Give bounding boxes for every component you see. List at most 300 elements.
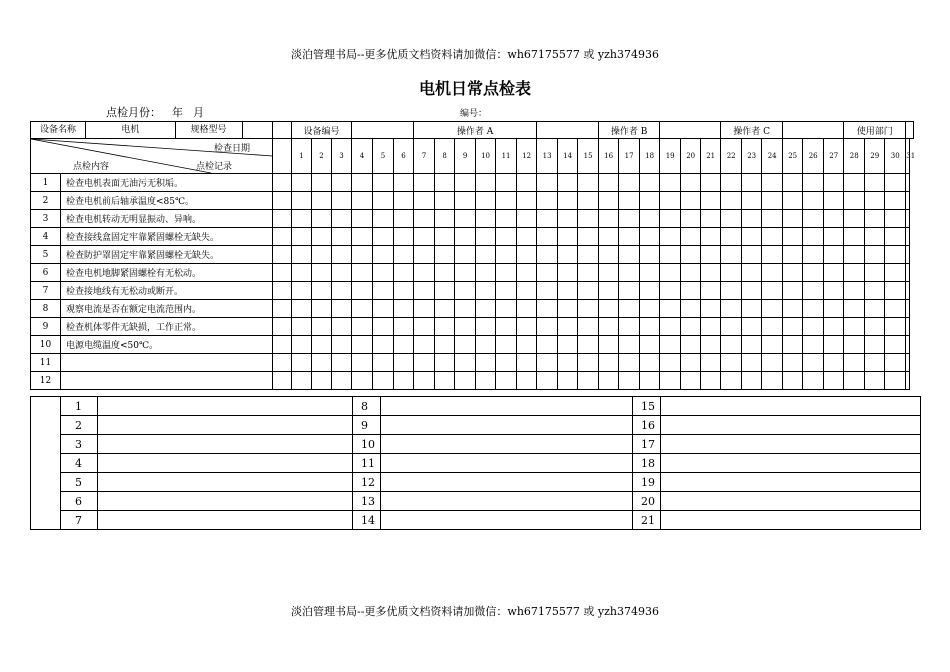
check-cell[interactable] <box>865 264 885 282</box>
check-cell[interactable] <box>373 300 394 318</box>
check-cell[interactable] <box>803 210 824 228</box>
check-cell[interactable] <box>292 336 312 354</box>
check-cell[interactable] <box>844 246 865 264</box>
check-cell[interactable] <box>455 264 476 282</box>
check-cell[interactable] <box>762 354 783 372</box>
check-cell[interactable] <box>701 174 721 192</box>
check-cell[interactable] <box>292 210 312 228</box>
check-cell[interactable] <box>640 246 660 264</box>
check-cell[interactable] <box>640 264 660 282</box>
check-cell[interactable] <box>476 192 496 210</box>
check-cell[interactable] <box>537 354 558 372</box>
note-field[interactable] <box>381 435 633 454</box>
check-cell[interactable] <box>844 210 865 228</box>
check-cell[interactable] <box>885 264 906 282</box>
check-cell[interactable] <box>824 336 844 354</box>
check-cell[interactable] <box>721 282 742 300</box>
check-cell[interactable] <box>762 174 783 192</box>
check-cell[interactable] <box>783 282 803 300</box>
check-cell[interactable] <box>599 318 619 336</box>
check-cell[interactable] <box>599 192 619 210</box>
check-cell[interactable] <box>640 210 660 228</box>
check-cell[interactable] <box>762 318 783 336</box>
check-cell[interactable] <box>721 318 742 336</box>
check-cell[interactable] <box>476 282 496 300</box>
check-cell[interactable] <box>373 246 394 264</box>
check-cell[interactable] <box>619 372 640 390</box>
check-cell[interactable] <box>885 246 906 264</box>
check-cell[interactable] <box>558 354 578 372</box>
check-cell[interactable] <box>783 246 803 264</box>
check-cell[interactable] <box>373 264 394 282</box>
check-cell[interactable] <box>373 318 394 336</box>
check-cell[interactable] <box>496 354 517 372</box>
check-cell[interactable] <box>476 336 496 354</box>
check-cell[interactable] <box>394 336 414 354</box>
check-cell[interactable] <box>865 318 885 336</box>
check-cell[interactable] <box>292 354 312 372</box>
check-cell[interactable] <box>640 174 660 192</box>
check-cell[interactable] <box>865 174 885 192</box>
note-field[interactable] <box>661 397 921 416</box>
check-cell[interactable] <box>537 318 558 336</box>
check-cell[interactable] <box>537 336 558 354</box>
check-cell[interactable] <box>701 336 721 354</box>
check-cell[interactable] <box>660 354 681 372</box>
check-cell[interactable] <box>660 174 681 192</box>
check-cell[interactable] <box>742 174 762 192</box>
check-cell[interactable] <box>906 228 910 246</box>
check-cell[interactable] <box>312 174 332 192</box>
check-cell[interactable] <box>455 300 476 318</box>
check-cell[interactable] <box>394 354 414 372</box>
check-cell[interactable] <box>455 246 476 264</box>
check-cell[interactable] <box>681 282 701 300</box>
check-cell[interactable] <box>681 174 701 192</box>
check-cell[interactable] <box>619 354 640 372</box>
check-cell[interactable] <box>844 372 865 390</box>
note-field[interactable] <box>381 454 633 473</box>
check-cell[interactable] <box>578 300 599 318</box>
check-cell[interactable] <box>517 336 537 354</box>
check-cell[interactable] <box>352 372 373 390</box>
check-cell[interactable] <box>885 318 906 336</box>
check-cell[interactable] <box>681 372 701 390</box>
check-cell[interactable] <box>558 192 578 210</box>
check-cell[interactable] <box>681 354 701 372</box>
check-cell[interactable] <box>394 300 414 318</box>
check-cell[interactable] <box>517 300 537 318</box>
check-cell[interactable] <box>721 228 742 246</box>
check-cell[interactable] <box>292 282 312 300</box>
check-cell[interactable] <box>742 264 762 282</box>
note-field[interactable] <box>661 492 921 511</box>
check-cell[interactable] <box>312 300 332 318</box>
check-cell[interactable] <box>783 174 803 192</box>
check-cell[interactable] <box>332 318 352 336</box>
check-cell[interactable] <box>332 210 352 228</box>
check-cell[interactable] <box>373 192 394 210</box>
check-cell[interactable] <box>496 336 517 354</box>
check-cell[interactable] <box>660 336 681 354</box>
check-cell[interactable] <box>373 210 394 228</box>
check-cell[interactable] <box>824 372 844 390</box>
check-cell[interactable] <box>435 246 455 264</box>
check-cell[interactable] <box>373 336 394 354</box>
check-cell[interactable] <box>394 246 414 264</box>
check-cell[interactable] <box>660 300 681 318</box>
check-cell[interactable] <box>885 282 906 300</box>
check-cell[interactable] <box>352 228 373 246</box>
check-cell[interactable] <box>681 264 701 282</box>
check-cell[interactable] <box>394 318 414 336</box>
check-cell[interactable] <box>537 372 558 390</box>
check-cell[interactable] <box>455 228 476 246</box>
note-field[interactable] <box>98 397 353 416</box>
check-cell[interactable] <box>824 354 844 372</box>
check-cell[interactable] <box>558 228 578 246</box>
check-cell[interactable] <box>660 192 681 210</box>
check-cell[interactable] <box>352 192 373 210</box>
check-cell[interactable] <box>435 372 455 390</box>
check-cell[interactable] <box>537 264 558 282</box>
check-cell[interactable] <box>537 228 558 246</box>
check-cell[interactable] <box>352 210 373 228</box>
check-cell[interactable] <box>865 282 885 300</box>
check-cell[interactable] <box>578 318 599 336</box>
check-cell[interactable] <box>292 300 312 318</box>
check-cell[interactable] <box>578 228 599 246</box>
check-cell[interactable] <box>578 210 599 228</box>
check-cell[interactable] <box>721 192 742 210</box>
check-cell[interactable] <box>762 246 783 264</box>
check-cell[interactable] <box>414 372 435 390</box>
check-cell[interactable] <box>742 354 762 372</box>
check-cell[interactable] <box>394 282 414 300</box>
check-cell[interactable] <box>312 372 332 390</box>
check-cell[interactable] <box>332 336 352 354</box>
check-cell[interactable] <box>476 174 496 192</box>
note-field[interactable] <box>661 511 921 530</box>
check-cell[interactable] <box>742 246 762 264</box>
check-cell[interactable] <box>660 318 681 336</box>
check-cell[interactable] <box>292 246 312 264</box>
note-field[interactable] <box>98 454 353 473</box>
note-field[interactable] <box>98 511 353 530</box>
check-cell[interactable] <box>414 354 435 372</box>
check-cell[interactable] <box>701 246 721 264</box>
check-cell[interactable] <box>435 210 455 228</box>
check-cell[interactable] <box>701 372 721 390</box>
check-cell[interactable] <box>476 246 496 264</box>
check-cell[interactable] <box>824 174 844 192</box>
check-cell[interactable] <box>373 354 394 372</box>
check-cell[interactable] <box>783 228 803 246</box>
check-cell[interactable] <box>537 210 558 228</box>
check-cell[interactable] <box>640 354 660 372</box>
check-cell[interactable] <box>435 354 455 372</box>
check-cell[interactable] <box>292 318 312 336</box>
check-cell[interactable] <box>721 246 742 264</box>
check-cell[interactable] <box>537 282 558 300</box>
note-field[interactable] <box>381 473 633 492</box>
check-cell[interactable] <box>681 336 701 354</box>
check-cell[interactable] <box>721 210 742 228</box>
check-cell[interactable] <box>721 300 742 318</box>
check-cell[interactable] <box>660 264 681 282</box>
check-cell[interactable] <box>517 228 537 246</box>
check-cell[interactable] <box>803 228 824 246</box>
check-cell[interactable] <box>599 300 619 318</box>
check-cell[interactable] <box>373 282 394 300</box>
check-cell[interactable] <box>517 174 537 192</box>
check-cell[interactable] <box>394 264 414 282</box>
check-cell[interactable] <box>844 336 865 354</box>
note-field[interactable] <box>98 416 353 435</box>
check-cell[interactable] <box>517 354 537 372</box>
check-cell[interactable] <box>373 372 394 390</box>
check-cell[interactable] <box>865 354 885 372</box>
check-cell[interactable] <box>885 372 906 390</box>
check-cell[interactable] <box>332 282 352 300</box>
check-cell[interactable] <box>742 300 762 318</box>
check-cell[interactable] <box>435 228 455 246</box>
check-cell[interactable] <box>640 228 660 246</box>
check-cell[interactable] <box>783 210 803 228</box>
check-cell[interactable] <box>496 192 517 210</box>
check-cell[interactable] <box>803 282 824 300</box>
check-cell[interactable] <box>803 264 824 282</box>
check-cell[interactable] <box>865 228 885 246</box>
check-cell[interactable] <box>578 372 599 390</box>
check-cell[interactable] <box>332 264 352 282</box>
check-cell[interactable] <box>435 318 455 336</box>
check-cell[interactable] <box>619 246 640 264</box>
check-cell[interactable] <box>455 372 476 390</box>
check-cell[interactable] <box>476 318 496 336</box>
check-cell[interactable] <box>435 264 455 282</box>
check-cell[interactable] <box>701 282 721 300</box>
check-cell[interactable] <box>803 246 824 264</box>
check-cell[interactable] <box>312 264 332 282</box>
check-cell[interactable] <box>312 282 332 300</box>
check-cell[interactable] <box>885 210 906 228</box>
check-cell[interactable] <box>312 192 332 210</box>
check-cell[interactable] <box>619 264 640 282</box>
check-cell[interactable] <box>619 192 640 210</box>
note-field[interactable] <box>98 492 353 511</box>
check-cell[interactable] <box>537 246 558 264</box>
check-cell[interactable] <box>906 318 910 336</box>
check-cell[interactable] <box>394 174 414 192</box>
check-cell[interactable] <box>414 282 435 300</box>
check-cell[interactable] <box>599 228 619 246</box>
check-cell[interactable] <box>824 318 844 336</box>
check-cell[interactable] <box>681 246 701 264</box>
check-cell[interactable] <box>721 336 742 354</box>
check-cell[interactable] <box>599 210 619 228</box>
check-cell[interactable] <box>599 282 619 300</box>
check-cell[interactable] <box>844 282 865 300</box>
check-cell[interactable] <box>824 192 844 210</box>
check-cell[interactable] <box>578 174 599 192</box>
check-cell[interactable] <box>803 300 824 318</box>
check-cell[interactable] <box>640 318 660 336</box>
note-field[interactable] <box>381 511 633 530</box>
check-cell[interactable] <box>558 246 578 264</box>
check-cell[interactable] <box>455 318 476 336</box>
check-cell[interactable] <box>742 192 762 210</box>
check-cell[interactable] <box>803 372 824 390</box>
check-cell[interactable] <box>660 372 681 390</box>
check-cell[interactable] <box>455 282 476 300</box>
check-cell[interactable] <box>844 264 865 282</box>
check-cell[interactable] <box>742 318 762 336</box>
check-cell[interactable] <box>906 174 910 192</box>
check-cell[interactable] <box>803 354 824 372</box>
check-cell[interactable] <box>824 246 844 264</box>
check-cell[interactable] <box>312 228 332 246</box>
check-cell[interactable] <box>578 354 599 372</box>
note-field[interactable] <box>661 454 921 473</box>
check-cell[interactable] <box>865 246 885 264</box>
check-cell[interactable] <box>394 228 414 246</box>
check-cell[interactable] <box>824 282 844 300</box>
check-cell[interactable] <box>783 354 803 372</box>
check-cell[interactable] <box>885 228 906 246</box>
check-cell[interactable] <box>332 300 352 318</box>
check-cell[interactable] <box>558 174 578 192</box>
check-cell[interactable] <box>721 372 742 390</box>
check-cell[interactable] <box>906 300 910 318</box>
check-cell[interactable] <box>619 210 640 228</box>
check-cell[interactable] <box>394 192 414 210</box>
check-cell[interactable] <box>537 174 558 192</box>
check-cell[interactable] <box>558 282 578 300</box>
check-cell[interactable] <box>414 300 435 318</box>
check-cell[interactable] <box>537 300 558 318</box>
check-cell[interactable] <box>906 354 910 372</box>
check-cell[interactable] <box>681 318 701 336</box>
note-field[interactable] <box>661 416 921 435</box>
check-cell[interactable] <box>455 174 476 192</box>
check-cell[interactable] <box>701 228 721 246</box>
check-cell[interactable] <box>619 174 640 192</box>
check-cell[interactable] <box>352 174 373 192</box>
check-cell[interactable] <box>906 282 910 300</box>
check-cell[interactable] <box>906 372 910 390</box>
check-cell[interactable] <box>352 264 373 282</box>
check-cell[interactable] <box>803 318 824 336</box>
check-cell[interactable] <box>578 336 599 354</box>
check-cell[interactable] <box>455 192 476 210</box>
check-cell[interactable] <box>496 282 517 300</box>
check-cell[interactable] <box>701 192 721 210</box>
check-cell[interactable] <box>332 246 352 264</box>
check-cell[interactable] <box>824 264 844 282</box>
check-cell[interactable] <box>844 192 865 210</box>
check-cell[interactable] <box>537 192 558 210</box>
check-cell[interactable] <box>558 336 578 354</box>
check-cell[interactable] <box>906 192 910 210</box>
check-cell[interactable] <box>435 192 455 210</box>
check-cell[interactable] <box>414 210 435 228</box>
check-cell[interactable] <box>496 318 517 336</box>
check-cell[interactable] <box>578 246 599 264</box>
check-cell[interactable] <box>885 336 906 354</box>
check-cell[interactable] <box>599 336 619 354</box>
check-cell[interactable] <box>517 192 537 210</box>
check-cell[interactable] <box>640 336 660 354</box>
check-cell[interactable] <box>292 264 312 282</box>
check-cell[interactable] <box>496 372 517 390</box>
check-cell[interactable] <box>619 228 640 246</box>
check-cell[interactable] <box>865 300 885 318</box>
check-cell[interactable] <box>332 372 352 390</box>
check-cell[interactable] <box>352 246 373 264</box>
check-cell[interactable] <box>435 300 455 318</box>
check-cell[interactable] <box>332 174 352 192</box>
check-cell[interactable] <box>414 192 435 210</box>
note-field[interactable] <box>381 492 633 511</box>
check-cell[interactable] <box>312 354 332 372</box>
check-cell[interactable] <box>742 228 762 246</box>
check-cell[interactable] <box>865 336 885 354</box>
check-cell[interactable] <box>660 246 681 264</box>
check-cell[interactable] <box>762 264 783 282</box>
check-cell[interactable] <box>640 192 660 210</box>
check-cell[interactable] <box>558 318 578 336</box>
check-cell[interactable] <box>844 300 865 318</box>
check-cell[interactable] <box>476 264 496 282</box>
check-cell[interactable] <box>844 318 865 336</box>
check-cell[interactable] <box>824 210 844 228</box>
check-cell[interactable] <box>803 336 824 354</box>
check-cell[interactable] <box>640 372 660 390</box>
check-cell[interactable] <box>844 354 865 372</box>
check-cell[interactable] <box>578 264 599 282</box>
check-cell[interactable] <box>352 336 373 354</box>
check-cell[interactable] <box>762 228 783 246</box>
check-cell[interactable] <box>455 210 476 228</box>
check-cell[interactable] <box>599 354 619 372</box>
check-cell[interactable] <box>701 354 721 372</box>
check-cell[interactable] <box>783 336 803 354</box>
note-field[interactable] <box>98 435 353 454</box>
check-cell[interactable] <box>373 174 394 192</box>
check-cell[interactable] <box>517 318 537 336</box>
check-cell[interactable] <box>762 336 783 354</box>
check-cell[interactable] <box>906 246 910 264</box>
check-cell[interactable] <box>373 228 394 246</box>
check-cell[interactable] <box>496 210 517 228</box>
note-field[interactable] <box>381 397 633 416</box>
check-cell[interactable] <box>435 282 455 300</box>
check-cell[interactable] <box>332 228 352 246</box>
check-cell[interactable] <box>476 354 496 372</box>
check-cell[interactable] <box>332 192 352 210</box>
check-cell[interactable] <box>292 174 312 192</box>
check-cell[interactable] <box>660 210 681 228</box>
check-cell[interactable] <box>517 282 537 300</box>
check-cell[interactable] <box>783 264 803 282</box>
check-cell[interactable] <box>701 318 721 336</box>
check-cell[interactable] <box>681 300 701 318</box>
check-cell[interactable] <box>619 300 640 318</box>
check-cell[interactable] <box>721 354 742 372</box>
check-cell[interactable] <box>352 282 373 300</box>
check-cell[interactable] <box>721 264 742 282</box>
